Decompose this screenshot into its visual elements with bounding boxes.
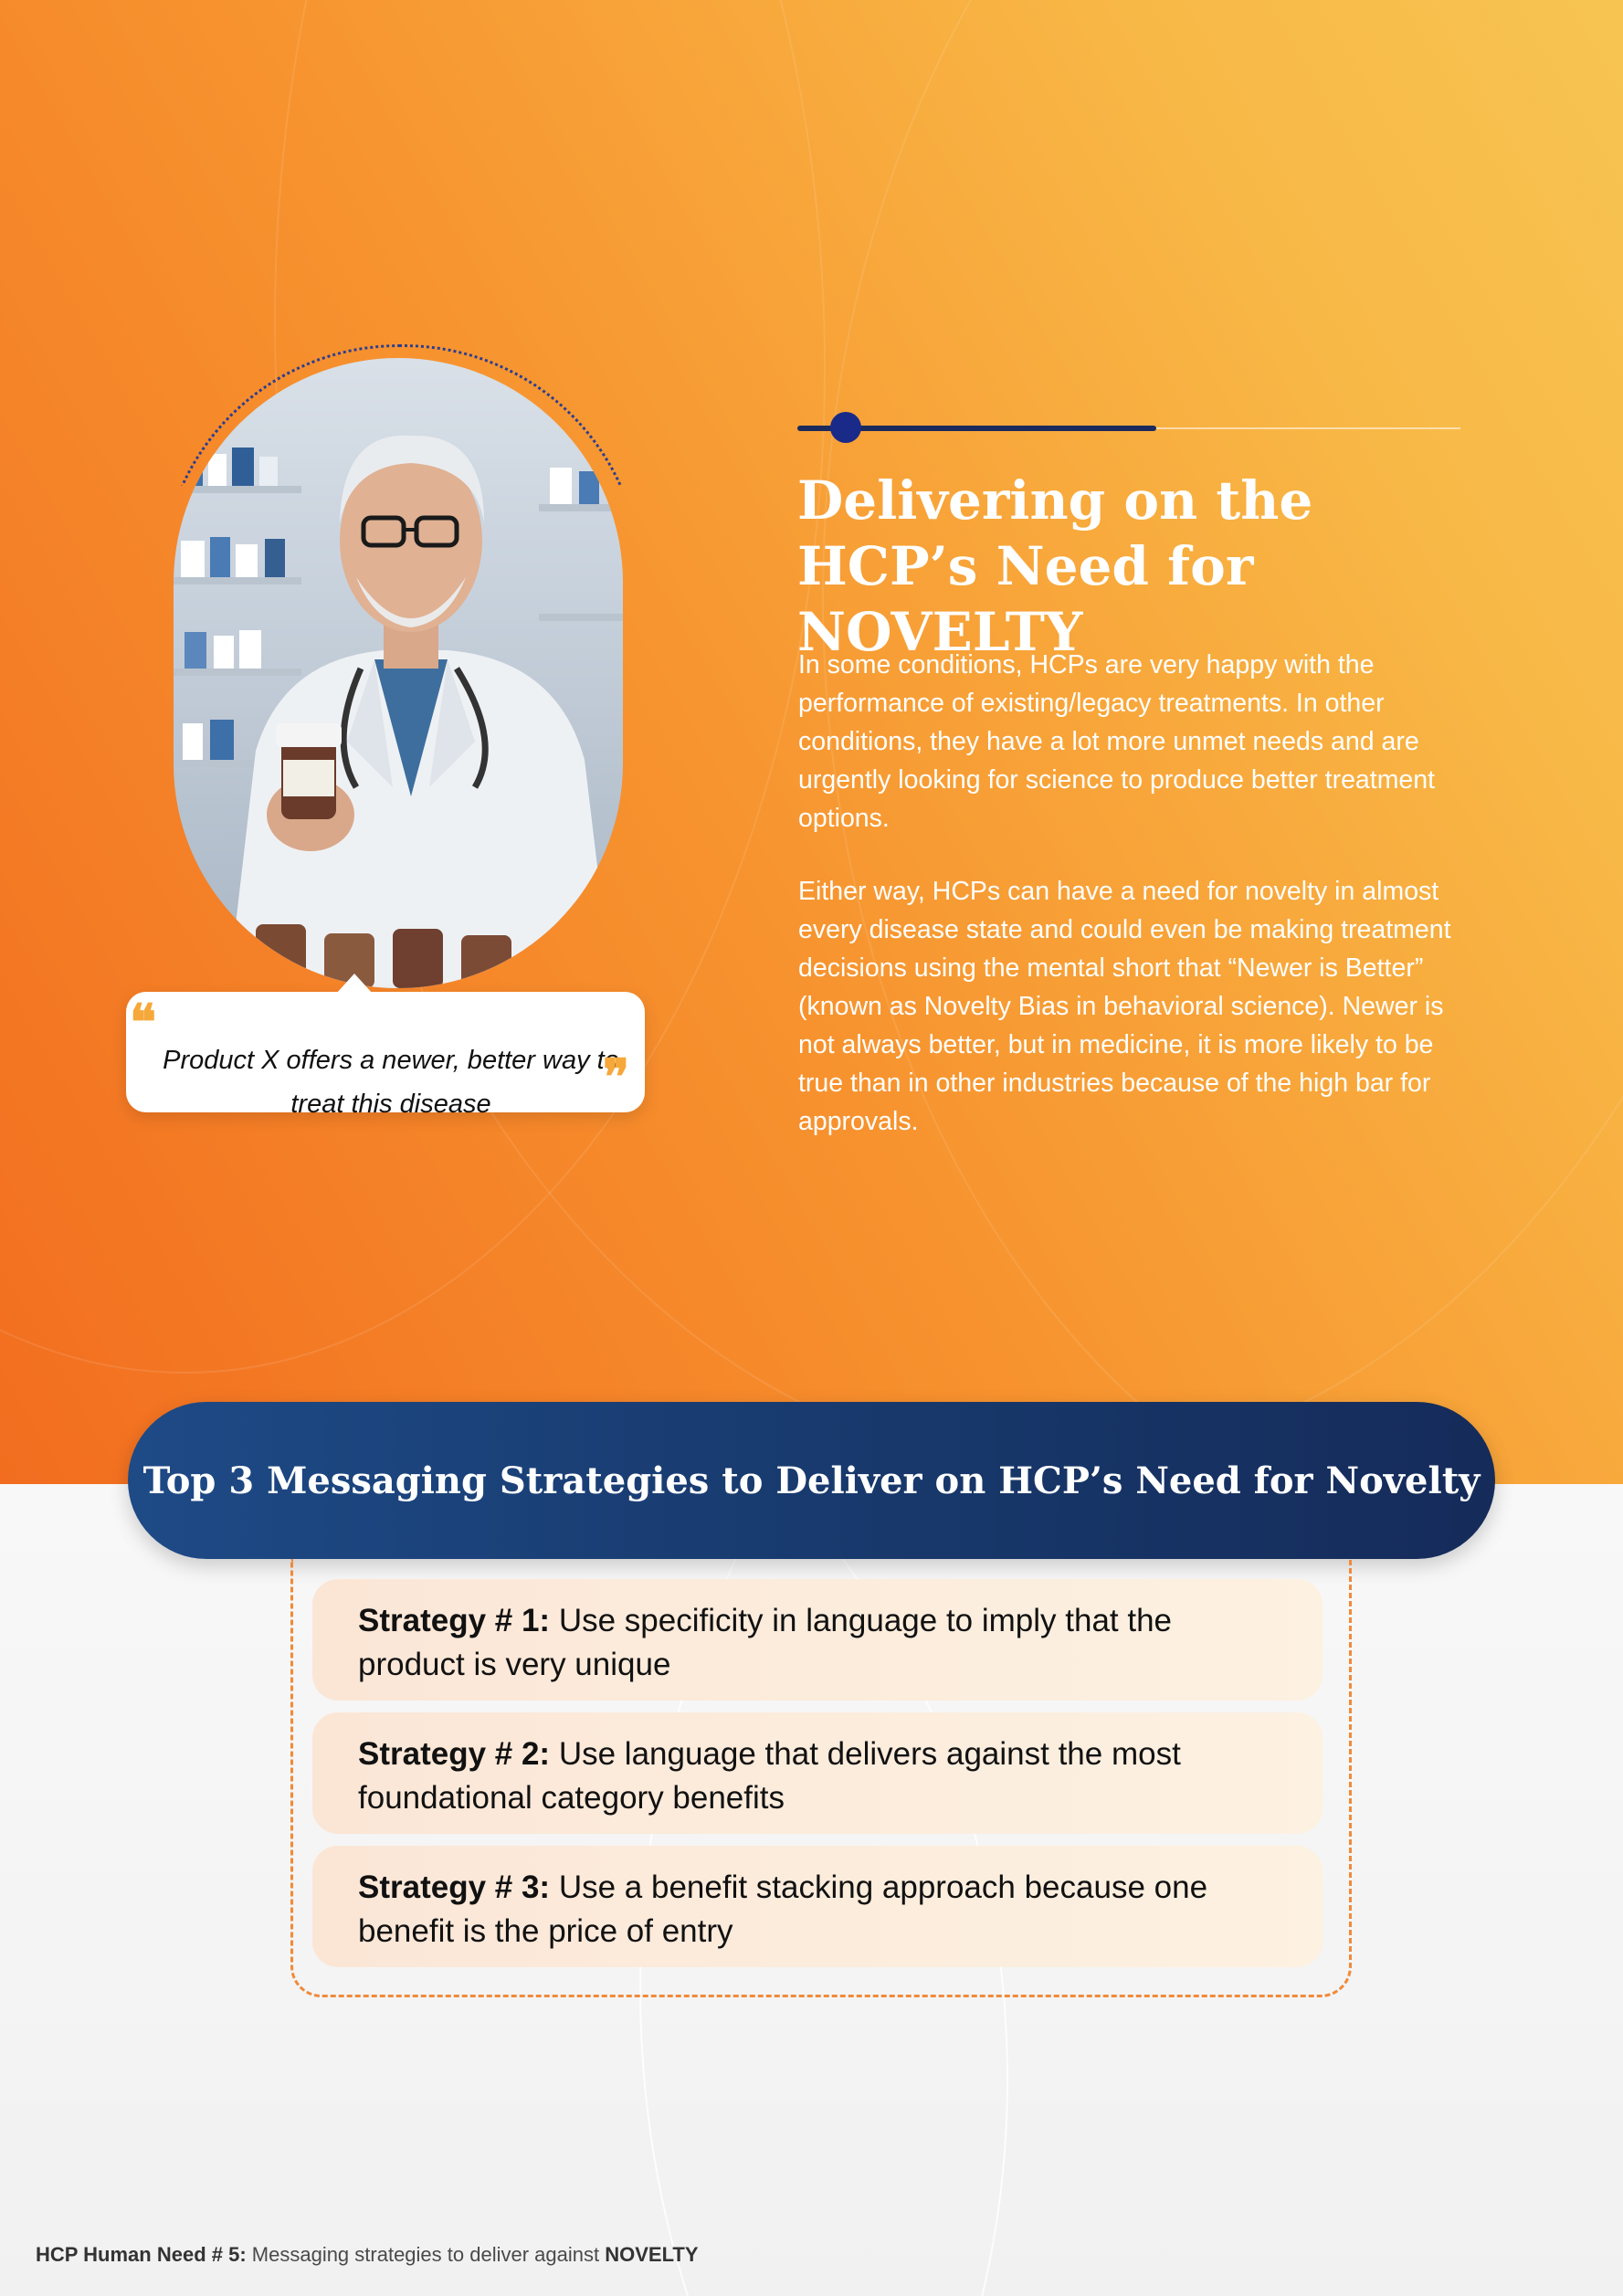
title-accent-dot <box>830 412 861 443</box>
strategy-1-content <box>358 1599 1253 1687</box>
strategies-heading: Top 3 Messaging Strategies to Deliver on HCP’s Need for Novelty <box>142 1459 1481 1502</box>
strategy-2-label: Strategy # 2: <box>358 1736 551 1772</box>
intro-paragraph-1: In some conditions, HCPs are very happy with the performance of existing/legacy treatments. In other conditions, they have a lot more unmet needs and are urgently looking for science to produce better treatment options. <box>798 650 1436 833</box>
open-quote-icon: ❝ <box>130 993 157 1051</box>
title-accent-rule-thin <box>1156 427 1460 429</box>
quote-card <box>126 992 645 1119</box>
strategy-3-label: Strategy # 3: <box>358 1869 551 1905</box>
strategy-card-3 <box>312 1846 1323 1967</box>
footer-text: Messaging strategies to deliver against <box>251 2243 600 2266</box>
doctor-portrait-image <box>174 358 623 988</box>
quote-text: Product X offers a newer, better way to treat this disease <box>163 1046 619 1119</box>
footer-label: HCP Human Need # 5: <box>36 2243 247 2266</box>
strategy-1-label: Strategy # 1: <box>358 1603 551 1638</box>
strategy-card-1 <box>312 1579 1323 1701</box>
page-footer <box>36 2243 699 2267</box>
strategy-2-content <box>358 1733 1253 1820</box>
strategy-1-text: Use specificity in language to imply that the product is very unique <box>358 1603 1173 1682</box>
page-title: Delivering on the HCP’s Need for NOVELTY <box>797 469 1313 663</box>
doctor-illustration <box>174 358 623 988</box>
strategy-2-text: Use language that delivers against the most foundational category benefits <box>358 1736 1181 1816</box>
strategy-3-content <box>358 1866 1253 1954</box>
strategy-card-2 <box>312 1712 1323 1834</box>
close-quote-icon: ❞ <box>603 1048 630 1106</box>
footer-emphasis: NOVELTY <box>605 2243 699 2266</box>
intro-paragraph-2: Either way, HCPs can have a need for novelty in almost every disease state and could even be making treatment decisions using the mental short that “Newer is Better” (known as Novelty Bias in behavioral science). Newer is not always better, but in medicine, it is more likely to be true than in other industries because of the high bar for approvals. <box>798 877 1451 1136</box>
strategies-banner <box>128 1402 1495 1559</box>
strategy-3-text: Use a benefit stacking approach because one benefit is the price of entry <box>358 1869 1208 1949</box>
quote-card-pointer <box>336 974 373 994</box>
